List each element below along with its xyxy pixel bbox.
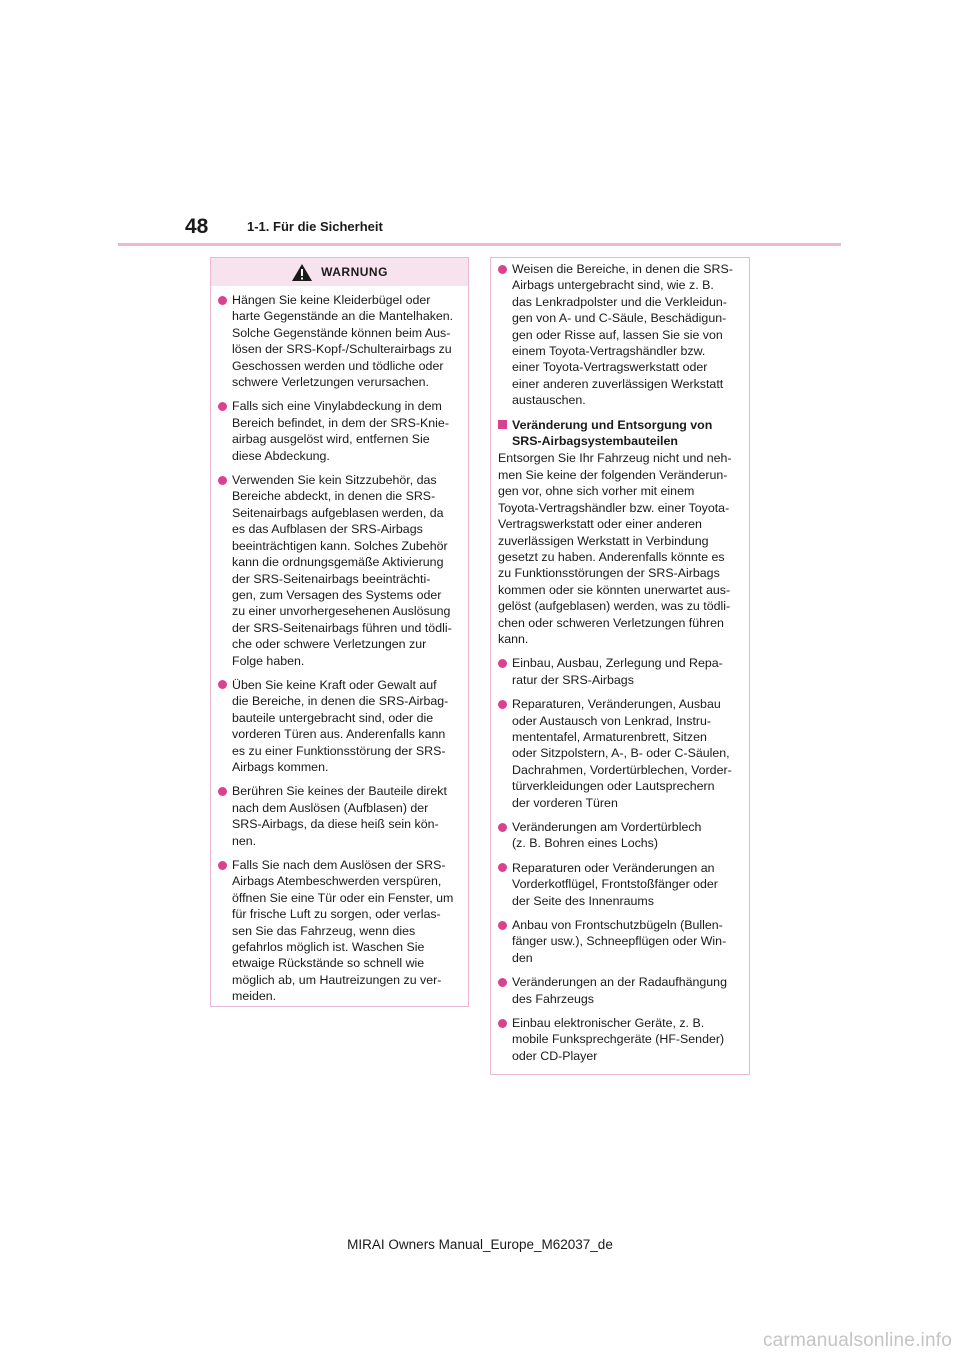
subsection-heading: Veränderung und Entsorgung von SRS-Airbagsystembauteilen (498, 417, 741, 450)
bullet-dot-icon (498, 921, 507, 930)
warning-content-continued (491, 258, 749, 1064)
warning-bullet: Üben Sie keine Kraft oder Gewalt auf die Bereiche, in denen die SRS-Airbag- bauteile untergebracht sind, oder die vorderen Türen aus. Anderenfalls kann es zu einer Funktionsstörung der SRS- Airbags kommen. (218, 677, 460, 775)
bullet-dot-icon (218, 296, 227, 305)
list-item: Veränderungen an der Radaufhängung des Fahrzeugs (498, 974, 741, 1007)
bullet-dot-icon (498, 863, 507, 872)
warning-box (210, 257, 469, 1007)
list-item: Reparaturen, Veränderungen, Ausbau oder Austausch von Lenkrad, Instru- mententafel, Armaturenbrett, Sitzen oder Sitzpolstern, A-, B- oder C-Säulen, Dachrahmen, Vordertürblechen, Vorder- türverkleidungen oder Lautsprechern der vorderen Türen (498, 696, 741, 811)
bullet-dot-icon (498, 823, 507, 832)
warning-triangle-icon (291, 263, 313, 282)
bullet-dot-icon (498, 265, 507, 274)
bullet-dot-icon (498, 659, 507, 668)
body-paragraph: Entsorgen Sie Ihr Fahrzeug nicht und neh- men Sie keine der folgenden Veränderun- gen vor, ohne sich vorher mit einem Toyota-Vertragshändler bzw. einer Toyota- Vertragswerkstatt oder einer anderen zuverlässigen Werkstatt in Verbindung gesetzt zu haben. Anderenfalls könnte es zu Funktionsstörungen der SRS-Airbags kommen oder sie könnten unerwartet aus- gelöst (aufgeblasen) werden, was zu tödli- chen oder schweren Verletzungen führen kann. (498, 451, 732, 646)
section-title: 1-1. Für die Sicherheit (247, 219, 383, 234)
list-item: Veränderungen am Vordertürblech (z. B. Bohren eines Lochs) (498, 819, 741, 852)
warning-bullet: Weisen die Bereiche, in denen die SRS- Airbags untergebracht sind, wie z. B. das Lenkradpolster und die Verkleidun- gen von A- und C-Säule, Beschädigun- gen oder Risse auf, lassen Sie sie von einem Toyota-Vertragshändler bzw. einer Toyota-Vertragswerkstatt oder einer anderen zuverlässigen Werkstatt austauschen. (498, 261, 741, 409)
warning-header (211, 258, 468, 286)
warning-title: WARNUNG (321, 265, 388, 279)
bullet-dot-icon (498, 1019, 507, 1028)
square-bullet-icon (498, 420, 507, 429)
footer-doc-id: MIRAI Owners Manual_Europe_M62037_de (347, 1237, 613, 1252)
list-item: Einbau elektronischer Geräte, z. B. mobile Funksprechgeräte (HF-Sender) oder CD-Player (498, 1015, 741, 1064)
bullet-dot-icon (218, 476, 227, 485)
list-item: Einbau, Ausbau, Zerlegung und Repa- ratur der SRS-Airbags (498, 655, 741, 688)
bullet-dot-icon (218, 680, 227, 689)
warning-bullet: Berühren Sie keines der Bauteile direkt nach dem Auslösen (Aufblasen) der SRS-Airbags, da diese heiß sein kön- nen. (218, 783, 460, 849)
warning-bullet: Falls Sie nach dem Auslösen der SRS- Airbags Atembeschwerden verspüren, öffnen Sie eine Tür oder ein Fenster, um für frische Luft zu sorgen, oder verlas- sen Sie das Fahrzeug, wenn dies gefahrlos möglich ist. Waschen Sie etwaige Rückstände so schnell wie möglich ab, um Hautreizungen zu ver- meiden. (218, 857, 460, 1005)
list-item: Reparaturen oder Veränderungen an Vorderkotflügel, Frontstoßfänger oder der Seite des Innenraums (498, 860, 741, 909)
warning-content (211, 286, 468, 1005)
warning-bullet: Hängen Sie keine Kleiderbügel oder harte Gegenstände an die Mantelhaken. Solche Gegenstände können beim Aus- lösen der SRS-Kopf-/Schulterairbags zu Geschossen werden und tödliche oder schwere Verletzungen verursachen. (218, 292, 460, 390)
list-item: Anbau von Frontschutzbügeln (Bullen- fänger usw.), Schneepflügen oder Win- den (498, 917, 741, 966)
header-rule (118, 243, 841, 246)
page-number: 48 (185, 215, 209, 238)
warning-box-continued (490, 257, 750, 1075)
bullet-dot-icon (498, 700, 507, 709)
watermark: carmanualsonline.info (762, 1330, 952, 1351)
bullet-dot-icon (218, 861, 227, 870)
warning-bullet: Falls sich eine Vinylabdeckung in dem Bereich befindet, in dem der SRS-Knie- airbag ausgelöst wird, entfernen Sie diese Abdeckung. (218, 398, 460, 464)
bullet-dot-icon (498, 978, 507, 987)
warning-bullet: Verwenden Sie kein Sitzzubehör, das Bereiche abdeckt, in denen die SRS- Seitenairbags aufgeblasen werden, da es das Aufblasen der SRS-Airbags beeinträchtigen kann. Solches Zubehör kann die ordnungsgemäße Aktivierung der SRS-Seitenairbags beeinträchti- gen, zum Versagen des Systems oder zu einer unvorhergesehenen Auslösung der SRS-Seitenairbags führen und tödli- che oder schwere Verletzungen zur Folge haben. (218, 472, 460, 669)
bullet-dot-icon (218, 402, 227, 411)
bullet-dot-icon (218, 787, 227, 796)
